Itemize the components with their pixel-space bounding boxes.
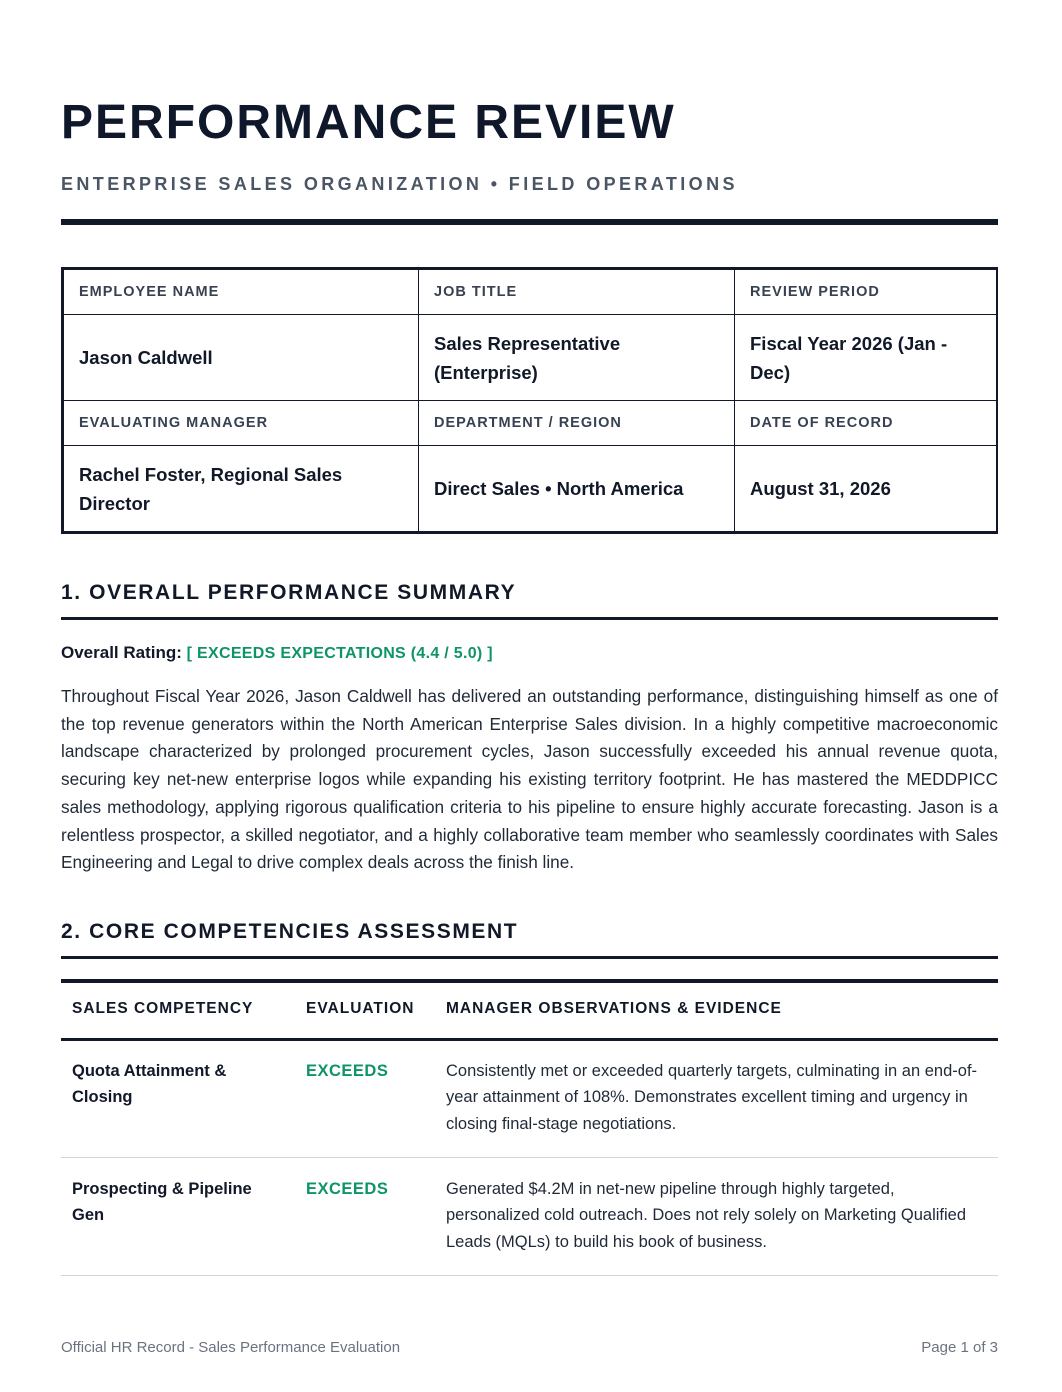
page-title: PERFORMANCE REVIEW — [61, 96, 676, 149]
page-subtitle: ENTERPRISE SALES ORGANIZATION • FIELD OPERATIONS — [61, 174, 738, 194]
date-value: August 31, 2026 — [750, 478, 891, 499]
overall-rating-label: Overall Rating: — [61, 643, 182, 662]
department-cell — [419, 446, 735, 532]
competencies-heading: 2. CORE COMPETENCIES ASSESSMENT — [61, 920, 519, 943]
employee-name-value: Jason Caldwell — [79, 347, 213, 368]
job-title-label: JOB TITLE — [434, 284, 518, 300]
overall-rating-value: [ EXCEEDS EXPECTATIONS (4.4 / 5.0) ] — [186, 645, 493, 662]
manager-label: EVALUATING MANAGER — [79, 415, 269, 431]
competency-table-header-rule — [61, 1038, 998, 1041]
manager-cell — [64, 446, 419, 532]
footer-page-number: Page 1 of 3 — [921, 1339, 998, 1356]
department-label: DEPARTMENT / REGION — [434, 415, 622, 431]
competencies-divider — [61, 956, 998, 959]
column-header-observations: MANAGER OBSERVATIONS & EVIDENCE — [446, 1000, 782, 1017]
employee-name-cell — [64, 315, 419, 401]
job-title-label-cell — [419, 270, 735, 315]
department-label-cell — [419, 401, 735, 446]
footer-record-label: Official HR Record - Sales Performance Evaluation — [61, 1339, 401, 1356]
date-cell — [735, 446, 997, 532]
employee-info-grid — [61, 267, 998, 534]
date-label: DATE OF RECORD — [750, 415, 894, 431]
competency-observation: Consistently met or exceeded quarterly targets, culminating in an end-of-year attainment of 108%. Demonstrates excellent timing and urgency in closing final-stage negotiations. — [446, 1062, 978, 1133]
competency-evaluation: EXCEEDS — [306, 1062, 389, 1080]
competency-name: Quota Attainment & Closing — [72, 1062, 227, 1106]
competency-name: Prospecting & Pipeline Gen — [72, 1180, 252, 1224]
review-period-label-cell — [735, 270, 997, 315]
job-title-value: Sales Representative (Enterprise) — [434, 332, 621, 383]
review-period-label: REVIEW PERIOD — [750, 284, 880, 300]
document-page — [61, 0, 998, 1392]
summary-divider — [61, 617, 998, 620]
column-header-evaluation: EVALUATION — [306, 1000, 415, 1017]
overall-rating — [61, 643, 493, 664]
row-divider — [61, 1275, 998, 1276]
employee-name-label-cell — [64, 270, 419, 315]
manager-value: Rachel Foster, Regional Sales Director — [79, 463, 343, 514]
title-divider — [61, 219, 998, 225]
department-value: Direct Sales • North America — [434, 478, 684, 499]
employee-name-label: EMPLOYEE NAME — [79, 284, 220, 300]
job-title-cell — [419, 315, 735, 401]
competency-observation: Generated $4.2M in net-new pipeline through highly targeted, personalized cold outreach. Does not rely solely on Marketing Qualified Leads (MQLs) to build his book of business. — [446, 1180, 967, 1251]
manager-label-cell — [64, 401, 419, 446]
column-header-competency: SALES COMPETENCY — [72, 1000, 254, 1017]
review-period-value: Fiscal Year 2026 (Jan - Dec) — [750, 332, 948, 383]
date-label-cell — [735, 401, 997, 446]
summary-paragraph: Throughout Fiscal Year 2026, Jason Caldwell has delivered an outstanding performance, distinguishing himself as one of the top revenue generators within the North American Enterprise Sales division. In a highly competitive macroeconomic landscape characterized by prolonged procurement cycles, Jason successfully exceeded his annual revenue quota, securing key net-new enterprise logos while expanding his existing territory footprint. He has mastered the MEDDPICC sales methodology, applying rigorous qualification criteria to his pipeline to ensure highly accurate forecasting. Jason is a relentless prospector, a skilled negotiator, and a highly collaborative team member who seamlessly coordinates with Sales Engineering and Legal to drive complex deals across the finish line. — [61, 686, 998, 873]
review-period-cell — [735, 315, 997, 401]
competency-evaluation: EXCEEDS — [306, 1180, 389, 1198]
summary-heading: 1. OVERALL PERFORMANCE SUMMARY — [61, 581, 517, 604]
row-divider — [61, 1157, 998, 1158]
competency-table-top-rule — [61, 979, 998, 983]
